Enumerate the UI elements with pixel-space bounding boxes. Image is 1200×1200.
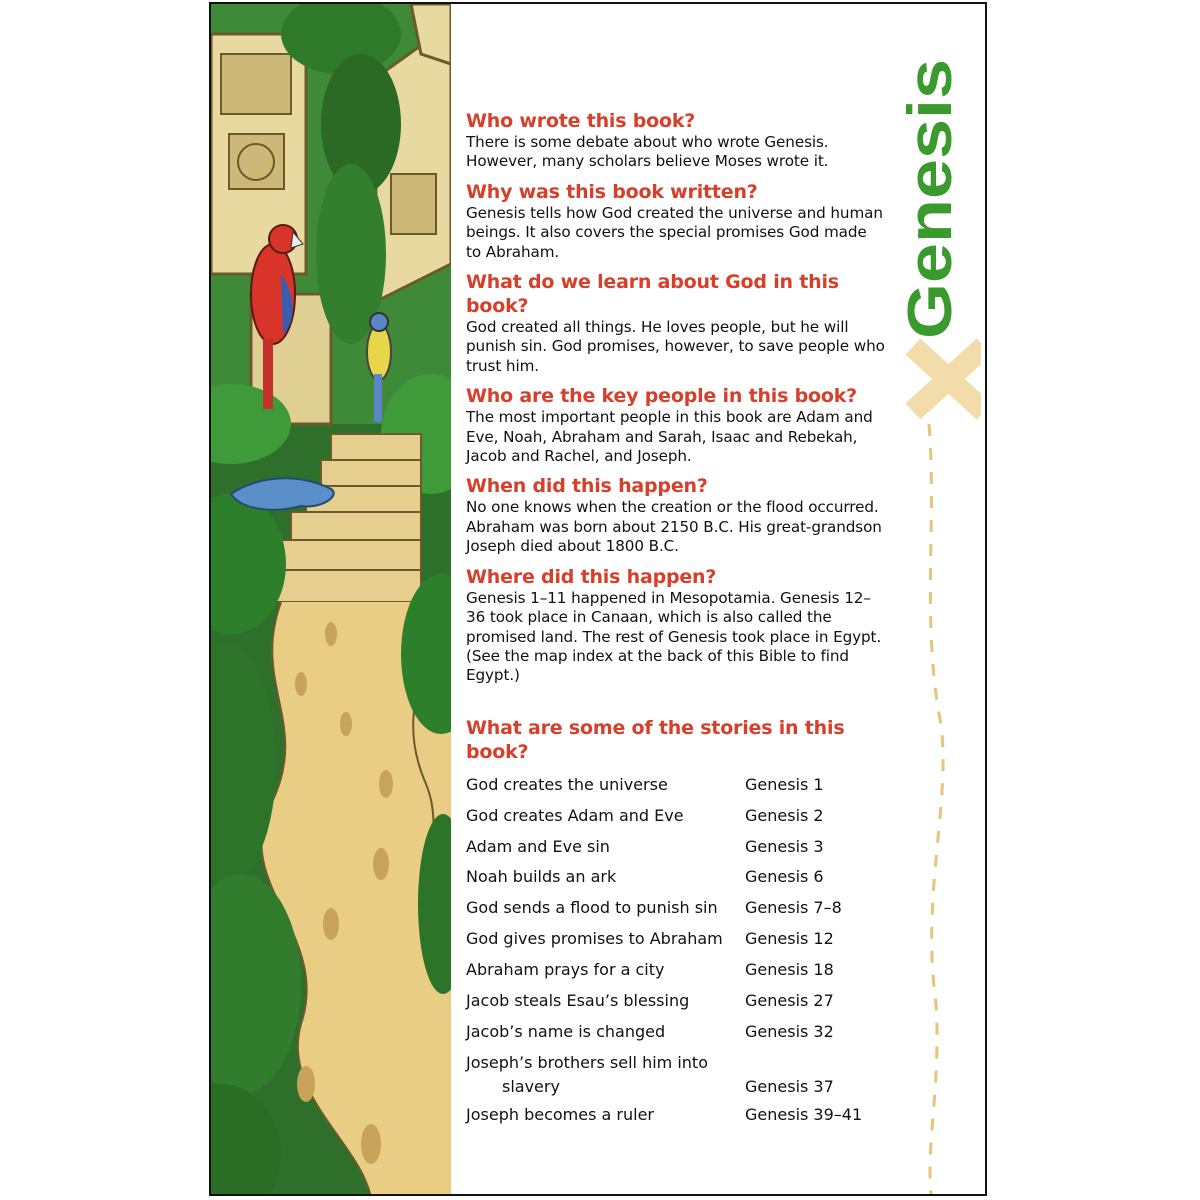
page-frame (209, 2, 987, 1196)
jungle-illustration (211, 4, 451, 1196)
story-title: Noah builds an ark (466, 867, 617, 887)
question-heading: Who wrote this book? (466, 110, 696, 132)
story-reference: Genesis 3 (745, 836, 824, 856)
story-title: Jacob steals Esau’s blessing (466, 991, 690, 1011)
story-title (466, 1048, 745, 1100)
answer-text: No one knows when the creation or the flood occurred. Abraham was born about 2150 B.C. His great-grandson Joseph died about 1800 B.C. (466, 498, 882, 556)
story-title: Joseph becomes a ruler (466, 1104, 654, 1124)
answer-text: Genesis 1–11 happened in Mesopotamia. Genesis 12–36 took place in Canaan, which is also called the promised land. The rest of Genesis took place in Egypt. (See the map index at the back of this Bible to find Egypt.) (466, 588, 882, 685)
table-row (466, 955, 862, 986)
story-title: God sends a flood to punish sin (466, 898, 718, 918)
story-title: Jacob’s name is changed (466, 1021, 666, 1041)
answer-text: Genesis tells how God created the universe and human beings. It also covers the special promises God made to Abraham. (466, 203, 883, 261)
story-title: Abraham prays for a city (466, 960, 665, 980)
table-row (466, 832, 862, 863)
story-reference: Genesis 27 (745, 991, 834, 1011)
stories-heading: What are some of the stories in this book? (466, 716, 845, 763)
table-row (466, 770, 862, 801)
table-row (466, 893, 862, 924)
story-title: God gives promises to Abraham (466, 929, 723, 949)
story-reference: Genesis 2 (745, 805, 824, 825)
answer-text: The most important people in this book are Adam and Eve, Noah, Abraham and Sarah, Isaac and Rebekah, Jacob and Rachel, and Joseph. (466, 408, 873, 466)
book-intro (466, 109, 886, 1131)
story-reference: Genesis 7–8 (745, 898, 842, 918)
table-row (466, 801, 862, 832)
treasure-trail-icon (881, 44, 981, 1194)
question-heading: Why was this book written? (466, 180, 758, 203)
question-heading: Where did this happen? (466, 565, 717, 588)
story-reference: Genesis 1 (745, 774, 824, 794)
story-reference: Genesis 18 (745, 960, 834, 980)
story-title: Adam and Eve sin (466, 836, 610, 856)
table-row (466, 1048, 862, 1100)
table-row (466, 1100, 862, 1131)
story-reference: Genesis 12 (745, 929, 834, 949)
table-row (466, 1017, 862, 1048)
table-row (466, 986, 862, 1017)
answer-text: There is some debate about who wrote Genesis. However, many scholars believe Moses wrote it. (466, 133, 829, 171)
question-heading: When did this happen? (466, 475, 708, 498)
answer-text: God created all things. He loves people, but he will punish sin. God promises, however, to save people who trust him. (466, 318, 885, 375)
table-row (466, 862, 862, 893)
story-title: God creates Adam and Eve (466, 805, 684, 825)
question-heading: What do we learn about God in this book? (466, 271, 839, 318)
story-reference: Genesis 39–41 (745, 1104, 863, 1124)
stories-table (466, 770, 862, 1131)
story-reference: Genesis 32 (745, 1021, 834, 1041)
story-reference: Genesis 6 (745, 867, 824, 887)
book-title: Genesis (896, 97, 965, 339)
story-title-line: slavery (502, 1077, 560, 1097)
story-title-line: Joseph’s brothers sell him into (466, 1052, 708, 1072)
question-heading: Who are the key people in this book? (466, 385, 857, 408)
book-title-area (881, 44, 981, 1194)
table-row (466, 924, 862, 955)
story-title: God creates the universe (466, 774, 668, 794)
story-reference: Genesis 37 (745, 1077, 834, 1097)
